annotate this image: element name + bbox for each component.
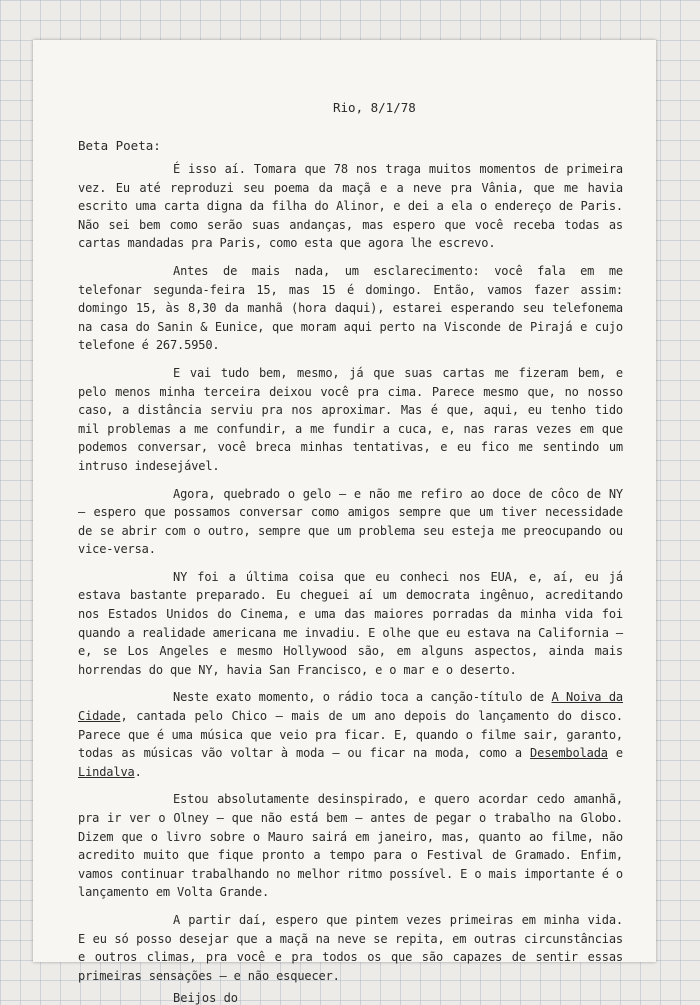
letter-paragraph bbox=[78, 911, 623, 985]
underlined-title: A Noiva da Cidade bbox=[78, 690, 623, 724]
paragraph-text: E vai tudo bem, mesmo, já que suas cartas me fizeram bem, e pelo menos minha terceira deixou você pra cima. Parece mesmo que, no nosso caso, a distância serviu pra nos aproximar. Mas é que, aqui, eu tenho tido mil problemas a me confundir, a me fundir a cuca, e, nas raras vezes em que podemos conversar, você breca minhas tentativas, e eu fico me sentindo um intruso indesejável. bbox=[78, 365, 623, 473]
paragraph-list bbox=[78, 160, 623, 985]
letter-greeting: Beta Poeta: bbox=[78, 138, 161, 153]
underlined-title: Desembolada bbox=[530, 746, 608, 761]
letter-paragraph bbox=[78, 568, 623, 680]
letter-paragraph bbox=[78, 160, 623, 253]
underlined-title: Lindalva bbox=[78, 764, 135, 779]
letter-closing: Beijos do bbox=[173, 991, 239, 1005]
paragraph-text: É isso aí. Tomara que 78 nos traga muitos momentos de primeira vez. Eu até reproduzi seu poema da maçã e a neve pra Vânia, que me havia escrito uma carta digna da filha do Alinor, e dei a ela o endereço de Paris. Não sei bem como serão suas andanças, mas espero que você receba todas as cartas mandadas pra Paris, como esta que agora lhe escrevo. bbox=[78, 162, 623, 251]
letter-paragraph bbox=[78, 485, 623, 559]
paragraph-text: Neste exato momento, o rádio toca a canção-título de bbox=[173, 690, 552, 705]
letter-paragraph bbox=[78, 790, 623, 902]
paragraph-text: . bbox=[134, 764, 142, 779]
letter-sheet bbox=[33, 40, 656, 1005]
letter-body bbox=[78, 160, 623, 1005]
paragraph-text: , cantada pelo Chico — mais de um ano depois do lançamento do disco. Parece que é uma música que veio pra ficar. E, quando o filme sair, garanto, todas as músicas vão voltar à moda — ou ficar na moda, como a bbox=[78, 709, 623, 761]
paragraph-text: NY foi a última coisa que eu conheci nos EUA, e, aí, eu já estava bastante preparado. Eu cheguei aí um democrata ingênuo, acreditando nos Estados Unidos do Cinema, e uma das maiores porradas da minha vida foi quando a realidade americana me invadiu. E olhe que eu estava na California — e, se Los Angeles e mesmo Hollywood são, em alguns aspectos, ainda mais horrendas do que NY, havia San Francisco, e o mar e o deserto. bbox=[78, 569, 623, 677]
paragraph-text: A partir daí, espero que pintem vezes primeiras em minha vida. E eu só posso desejar que a maçã na neve se repita, em outras circunstâncias e outros climas, pra você e pra todos os que são capazes de sentir essas primeiras sensações — e não esquecer. bbox=[78, 912, 623, 983]
letter-date: Rio, 8/1/78 bbox=[333, 100, 416, 115]
paragraph-text: Agora, quebrado o gelo — e não me refiro ao doce de côco de NY — espero que possamos conversar como amigos sempre que um tiver necessidade de se abrir com o outro, sempre que um problema seu esteja me preocupando ou vice-versa. bbox=[78, 486, 623, 557]
paragraph-text: Estou absolutamente desinspirado, e quero acordar cedo amanhã, pra ir ver o Olney — que não está bem — antes de pegar o trabalho na Globo. Dizem que o livro sobre o Mauro sairá em janeiro, mas, quanto ao filme, não acredito muito que fique pronto a tempo para o Festival de Gramado. Enfim, vamos continuar trabalhando no melhor ritmo possível. E o mais importante é o lançamento em Volta Grande. bbox=[78, 792, 623, 900]
paragraph-text: Antes de mais nada, um esclarecimento: você fala em me telefonar segunda-feira 15, mas 15 é domingo. Então, vamos fazer assim: domingo 15, às 8,30 da manhã (hora daqui), estarei esperando seu telefonema na casa do Sanin & Eunice, que moram aqui perto na Visconde de Pirajá e cujo telefone é 267.5950. bbox=[78, 263, 623, 353]
letter-paragraph bbox=[78, 364, 623, 476]
letter-paragraph bbox=[78, 262, 623, 355]
paragraph-text: e bbox=[607, 746, 623, 761]
letter-paragraph bbox=[78, 688, 623, 781]
